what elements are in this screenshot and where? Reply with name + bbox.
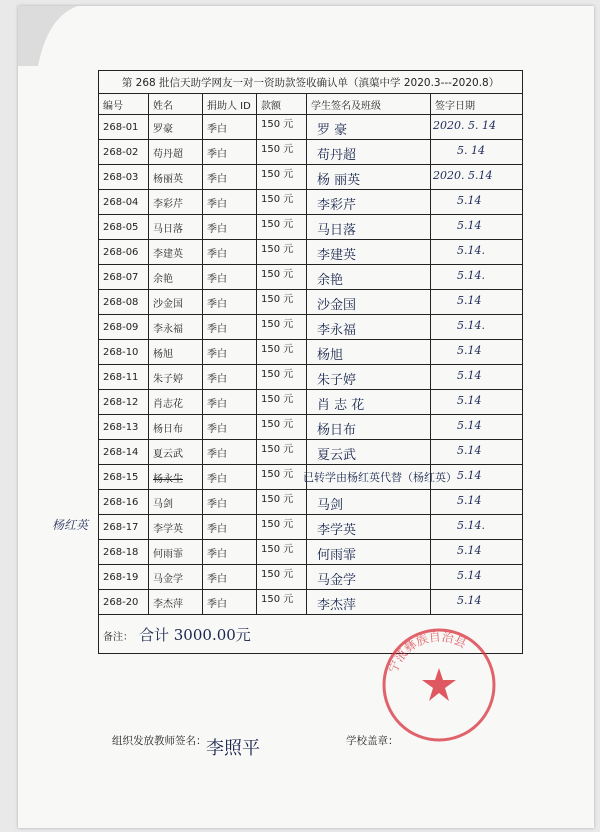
row-id: 268-06 <box>99 240 149 265</box>
row-signature-cell <box>307 565 431 590</box>
signature-date: 5.14 <box>457 419 482 432</box>
row-donor: 季白 <box>203 140 257 165</box>
row-name: 肖志花 <box>149 390 203 415</box>
signature-date: 5.14 <box>457 394 482 407</box>
row-signature-cell <box>307 165 431 190</box>
signature-date: 5.14. <box>457 519 485 532</box>
signature-date: 2020. 5.14 <box>433 169 493 182</box>
row-name: 何雨霏 <box>149 540 203 565</box>
student-signature: 夏云武 <box>317 448 357 463</box>
student-signature: 已转学由杨红英代替（杨红英） <box>303 471 457 484</box>
receipt-form <box>98 70 522 654</box>
row-donor: 季白 <box>203 315 257 340</box>
row-signature-cell <box>307 415 431 440</box>
row-name: 李永福 <box>149 315 203 340</box>
row-signature-cell <box>307 515 431 540</box>
table-row <box>99 540 523 565</box>
row-id: 268-10 <box>99 340 149 365</box>
row-signature-cell <box>307 115 431 140</box>
student-signature: 何雨霏 <box>317 548 357 563</box>
row-id: 268-18 <box>99 540 149 565</box>
row-amount: 150 元 <box>257 315 307 340</box>
signature-date: 5.14 <box>457 344 482 357</box>
row-name: 李杰萍 <box>149 590 203 615</box>
student-signature: 罗 豪 <box>317 123 348 138</box>
row-signature-cell <box>307 440 431 465</box>
row-amount: 150 元 <box>257 465 307 490</box>
table-row <box>99 565 523 590</box>
table-row <box>99 340 523 365</box>
table-row <box>99 440 523 465</box>
row-amount: 150 元 <box>257 215 307 240</box>
row-date-cell <box>431 340 523 365</box>
row-signature-cell <box>307 240 431 265</box>
row-id: 268-01 <box>99 115 149 140</box>
remarks-label: 备注： <box>103 631 133 643</box>
row-id: 268-13 <box>99 415 149 440</box>
table-row <box>99 315 523 340</box>
student-signature: 杨日布 <box>317 423 357 438</box>
row-amount: 150 元 <box>257 140 307 165</box>
table-row <box>99 115 523 140</box>
table-row <box>99 365 523 390</box>
signature-date: 5.14 <box>457 469 482 482</box>
row-name: 杨日布 <box>149 415 203 440</box>
signature-date: 2020. 5. 14 <box>433 119 496 132</box>
row-signature-cell <box>307 590 431 615</box>
row-name: 杨永生 <box>149 465 203 490</box>
row-name: 李彩芹 <box>149 190 203 215</box>
row-amount: 150 元 <box>257 490 307 515</box>
row-donor: 季白 <box>203 165 257 190</box>
row-name: 沙金国 <box>149 290 203 315</box>
row-id: 268-04 <box>99 190 149 215</box>
row-signature-cell <box>307 490 431 515</box>
row-name: 李学英 <box>149 515 203 540</box>
row-amount: 150 元 <box>257 565 307 590</box>
student-signature: 李学英 <box>317 523 357 538</box>
row-donor: 季白 <box>203 290 257 315</box>
row-amount: 150 元 <box>257 340 307 365</box>
row-date-cell <box>431 565 523 590</box>
row-name: 余艳 <box>149 265 203 290</box>
row-amount: 150 元 <box>257 115 307 140</box>
student-signature: 朱子婷 <box>317 373 357 388</box>
row-id: 268-05 <box>99 215 149 240</box>
row-name: 马日落 <box>149 215 203 240</box>
row-donor: 季白 <box>203 515 257 540</box>
row-amount: 150 元 <box>257 265 307 290</box>
signature-date: 5.14. <box>457 319 485 332</box>
row-id: 268-12 <box>99 390 149 415</box>
row-date-cell <box>431 265 523 290</box>
row-date-cell <box>431 490 523 515</box>
row-amount: 150 元 <box>257 365 307 390</box>
signature-date: 5.14 <box>457 369 482 382</box>
row-amount: 150 元 <box>257 415 307 440</box>
teacher-signature: 李照平 <box>206 738 260 759</box>
student-signature: 李建英 <box>317 248 357 263</box>
row-date-cell <box>431 240 523 265</box>
row-donor: 季白 <box>203 565 257 590</box>
student-signature: 苟丹超 <box>317 148 357 163</box>
row-date-cell <box>431 215 523 240</box>
col-header-amount: 款额 <box>257 94 307 115</box>
col-header-donor: 捐助人 ID <box>203 94 257 115</box>
row-donor: 季白 <box>203 465 257 490</box>
row-name: 罗豪 <box>149 115 203 140</box>
row-amount: 150 元 <box>257 290 307 315</box>
student-signature: 马金学 <box>317 573 357 588</box>
signature-date: 5.14 <box>457 544 482 557</box>
table-row <box>99 265 523 290</box>
row-date-cell <box>431 165 523 190</box>
signature-date: 5.14 <box>457 594 482 607</box>
table-row <box>99 415 523 440</box>
row-date-cell <box>431 315 523 340</box>
row-date-cell <box>431 365 523 390</box>
student-signature: 沙金国 <box>317 298 357 313</box>
folded-corner <box>18 6 78 66</box>
row-id: 268-09 <box>99 315 149 340</box>
table-row <box>99 490 523 515</box>
row-name: 李建英 <box>149 240 203 265</box>
row-donor: 季白 <box>203 540 257 565</box>
row-signature-cell <box>303 465 457 490</box>
col-header-date: 签字日期 <box>431 94 523 115</box>
table-row <box>99 165 523 190</box>
row-donor: 季白 <box>203 390 257 415</box>
row-id: 268-02 <box>99 140 149 165</box>
row-name: 朱子婷 <box>149 365 203 390</box>
row-id: 268-07 <box>99 265 149 290</box>
row-signature-cell <box>307 365 431 390</box>
signature-date: 5.14 <box>457 494 482 507</box>
row-name: 杨丽英 <box>149 165 203 190</box>
row-amount: 150 元 <box>257 390 307 415</box>
table-row <box>99 290 523 315</box>
row-date-cell <box>431 390 523 415</box>
student-signature: 杨旭 <box>317 348 344 363</box>
col-header-id: 编号 <box>99 94 149 115</box>
school-stamp <box>380 626 498 744</box>
row-date-cell <box>431 590 523 615</box>
student-signature: 余艳 <box>317 273 344 288</box>
signature-date: 5.14. <box>457 244 485 257</box>
student-signature: 李彩芹 <box>317 198 357 213</box>
row-date-cell <box>431 115 523 140</box>
row-donor: 季白 <box>203 340 257 365</box>
row-donor: 季白 <box>203 115 257 140</box>
student-signature: 马日落 <box>317 223 357 238</box>
row-signature-cell <box>307 265 431 290</box>
student-signature: 杨 丽英 <box>317 173 361 188</box>
table-row <box>99 465 523 490</box>
row-id: 268-15 <box>99 465 149 490</box>
row-id: 268-20 <box>99 590 149 615</box>
row-date-cell <box>431 540 523 565</box>
row-id: 268-08 <box>99 290 149 315</box>
row-amount: 150 元 <box>257 540 307 565</box>
row-amount: 150 元 <box>257 590 307 615</box>
row-id: 268-16 <box>99 490 149 515</box>
signature-date: 5.14. <box>457 269 485 282</box>
table-row <box>99 515 523 540</box>
row-signature-cell <box>307 540 431 565</box>
row-donor: 季白 <box>203 440 257 465</box>
row-amount: 150 元 <box>257 165 307 190</box>
row-signature-cell <box>307 215 431 240</box>
row-amount: 150 元 <box>257 190 307 215</box>
table-row <box>99 590 523 615</box>
col-header-signature: 学生签名及班级 <box>307 94 431 115</box>
row-name: 马剑 <box>149 490 203 515</box>
row-signature-cell <box>307 190 431 215</box>
row-donor: 季白 <box>203 490 257 515</box>
row-date-cell <box>431 515 523 540</box>
row-date-cell <box>431 440 523 465</box>
row-amount: 150 元 <box>257 515 307 540</box>
student-signature: 李杰萍 <box>317 598 357 613</box>
school-stamp-label: 学校盖章： <box>346 735 399 747</box>
row-date-cell <box>431 465 523 490</box>
row-name: 苟丹超 <box>149 140 203 165</box>
table-row <box>99 240 523 265</box>
form-title: 第 268 批信天助学网友一对一资助款签收确认单（滇蕖中学 2020.3---2020.8） <box>99 71 523 94</box>
row-signature-cell <box>307 290 431 315</box>
table-row <box>99 190 523 215</box>
row-signature-cell <box>307 315 431 340</box>
row-name: 夏云武 <box>149 440 203 465</box>
row-name: 马金学 <box>149 565 203 590</box>
signature-date: 5.14 <box>457 219 482 232</box>
row-date-cell <box>431 415 523 440</box>
row-signature-cell <box>307 140 431 165</box>
row-date-cell <box>431 140 523 165</box>
signature-date: 5.14 <box>457 444 482 457</box>
row-amount: 150 元 <box>257 240 307 265</box>
row-donor: 季白 <box>203 365 257 390</box>
stamp-text: 宁蒗彝族自治县 <box>385 629 469 676</box>
table-row <box>99 390 523 415</box>
row-date-cell <box>431 190 523 215</box>
student-signature: 李永福 <box>317 323 357 338</box>
row-donor: 季白 <box>203 265 257 290</box>
row-id: 268-03 <box>99 165 149 190</box>
row-id: 268-11 <box>99 365 149 390</box>
signature-date: 5.14 <box>457 294 482 307</box>
signature-date: 5. 14 <box>457 144 485 157</box>
row-signature-cell <box>307 390 431 415</box>
header-row <box>99 94 523 115</box>
row-donor: 季白 <box>203 240 257 265</box>
table-row <box>99 215 523 240</box>
row-id: 268-17 <box>99 515 149 540</box>
remarks-total: 合计 3000.00元 <box>139 625 251 644</box>
receipt-table <box>98 70 523 654</box>
teacher-sign-label: 组织发放教师签名： <box>112 735 207 747</box>
row-donor: 季白 <box>203 590 257 615</box>
row-donor: 季白 <box>203 215 257 240</box>
col-header-name: 姓名 <box>149 94 203 115</box>
row-date-cell <box>431 290 523 315</box>
signature-date: 5.14 <box>457 569 482 582</box>
row-name: 杨旭 <box>149 340 203 365</box>
row-signature-cell <box>307 340 431 365</box>
row-amount: 150 元 <box>257 440 307 465</box>
row-donor: 季白 <box>203 415 257 440</box>
row-id: 268-19 <box>99 565 149 590</box>
row-id: 268-14 <box>99 440 149 465</box>
row-donor: 季白 <box>203 190 257 215</box>
signature-date: 5.14 <box>457 194 482 207</box>
student-signature: 马剑 <box>317 498 344 513</box>
margin-note: 杨红英 <box>52 518 89 532</box>
table-row <box>99 140 523 165</box>
student-signature: 肖 志 花 <box>317 398 365 413</box>
